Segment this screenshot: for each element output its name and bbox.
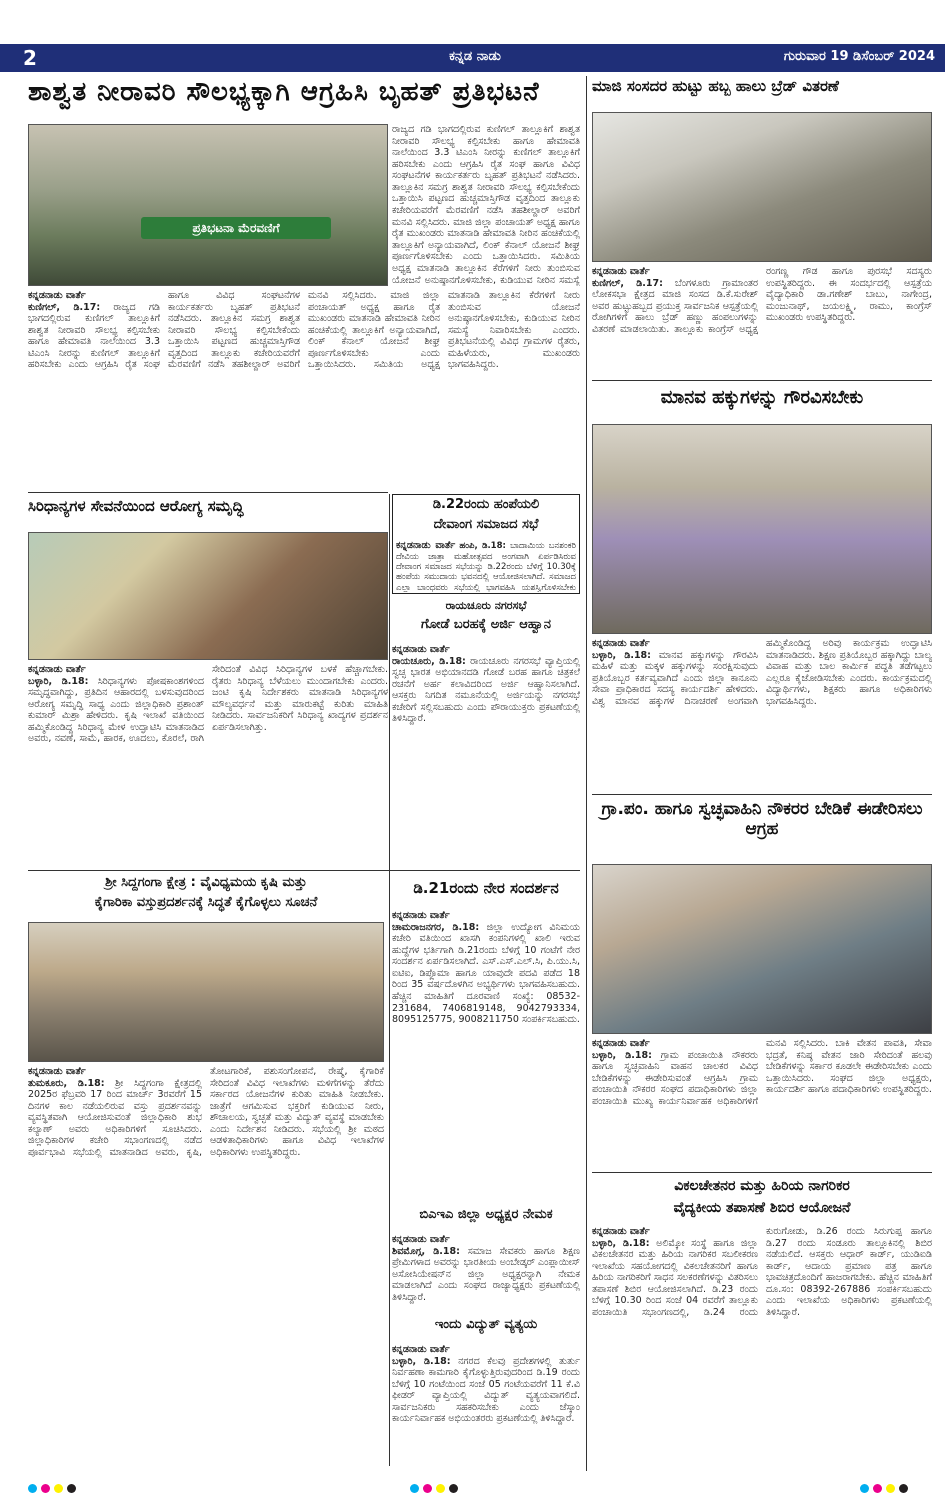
headline-disabled-camp-l1: ವಿಕಲಚೇತನರ ಮತ್ತು ಹಿರಿಯ ನಾಗರಿಕರ [674, 1178, 850, 1194]
photo-millet-fair-inauguration [28, 532, 388, 660]
registration-marks-right [860, 1478, 940, 1492]
article-text: ಬಾದಾಮಿಯ ಬನಶಂಕರಿ ದೇವಿಯ ಜಾತ್ರಾ ಮಹೋತ್ಸವದ ಅಂಗವಾಗಿ ಏರ್ಪಡಿಸಿರುವ ದೇವಾಂಗ ಸಮಾಜದ ಸಭೆಯನ್ನು ಡಿ.22ರಂದು ಬೆಳಿಗ್ಗೆ 10.30ಕ್ಕೆ ಹಂಪೆಯ ಸಮುದಾಯ ಭವನದಲ್ಲಿ ಆಯೋಜಿಸಲಾಗಿದೆ. ಸಮಾಜದ ಎಲ್ಲಾ ಬಾಂಧವರು ಸಭೆಯಲ್ಲಿ ಭಾಗವಹಿಸಿ ಯಶಸ್ವಿಗೊಳಿಸಬೇಕು [396, 541, 576, 592]
article-body-gp-workers [592, 1038, 932, 1168]
headline-devanga-meeting-l1: ಡಿ.22ರಂದು ಹಂಪೆಯಲಿ [432, 497, 540, 512]
divider [28, 870, 580, 871]
dateline: ಬಳ್ಳಾರಿ, ಡಿ.18: [592, 1049, 652, 1061]
dateline: ಚಾಮರಾಜನಗರ, ಡಿ.18: [392, 921, 480, 933]
headline-irrigation-protest: ಶಾಶ್ವತ ನೀರಾವರಿ ಸೌಲಭ್ಯಕ್ಕಾಗಿ ಆಗ್ರಹಿಸಿ ಬೃಹತ್ ಪ್ರತಿಭಟನೆ [28, 78, 540, 107]
dateline: ಬಳ್ಳಾರಿ, ಡಿ.18: [392, 1355, 451, 1367]
headline-birthday-distribution: ಮಾಜಿ ಸಂಸದರ ಹುಟ್ಟು ಹಬ್ಬ ಹಾಲು ಬ್ರೆಡ್ ವಿತರಣೆ [592, 78, 839, 95]
divider [592, 1172, 932, 1173]
photo-banner: ಪ್ರತಿಭಟನಾ ಮೆರವಣಿಗೆ [141, 217, 331, 239]
page-number: 2 [23, 46, 37, 70]
article-text: ಗ್ರಾಮ ಪಂಚಾಯಿತಿ ನೌಕರರು ಹಾಗೂ ಸ್ವಚ್ಛವಾಹಿನಿ ವಾಹನ ಚಾಲಕರ ವಿವಿಧ ಬೇಡಿಕೆಗಳನ್ನು ಈಡೇರಿಸುವಂತೆ ಆಗ್ರಹಿಸಿ ಗ್ರಾಮ ಪಂಚಾಯಿತಿ ನೌಕರರ ಸಂಘದ ಪದಾಧಿಕಾರಿಗಳು ಜಿಲ್ಲಾ ಪಂಚಾಯಿತಿ ಮುಖ್ಯ ಕಾರ್ಯನಿರ್ವಾಹಕ ಅಧಿಕಾರಿಗಳಿಗೆ ಮನವಿ ಸಲ್ಲಿಸಿದರು. ಬಾಕಿ ವೇತನ ಪಾವತಿ, ಸೇವಾ ಭದ್ರತೆ, ಕನಿಷ್ಠ ವೇತನ ಜಾರಿ ಸೇರಿದಂತೆ ಹಲವು ಬೇಡಿಕೆಗಳನ್ನು ಸರ್ಕಾರ ಕೂಡಲೇ ಈಡೇರಿಸಬೇಕು ಎಂದು ಒತ್ತಾಯಿಸಿದರು. ಸಂಘದ ಜಿಲ್ಲಾ ಅಧ್ಯಕ್ಷರು, ಕಾರ್ಯದರ್ಶಿ ಹಾಗೂ ಪದಾಧಿಕಾರಿಗಳು ಉಪಸ್ಥಿತರಿದ್ದರು. [592, 1038, 932, 1107]
photo-gp-workers-memo [592, 864, 932, 1034]
byline: ಕನ್ನಡನಾಡು ವಾರ್ತೆ [28, 290, 86, 301]
headline-human-rights: ಮಾನವ ಹಕ್ಕುಗಳನ್ನು ಗೌರವಿಸಬೇಕು [660, 388, 864, 408]
article-text: ಸಿರಿಧಾನ್ಯಗಳು ಪೋಷಕಾಂಶಗಳಿಂದ ಸಮೃದ್ಧವಾಗಿದ್ದು, ಪ್ರತಿದಿನ ಆಹಾರದಲ್ಲಿ ಬಳಸುವುದರಿಂದ ಆರೋಗ್ಯ ಸಮೃದ್ಧಿ ಸಾಧ್ಯ ಎಂದು ಜಿಲ್ಲಾಧಿಕಾರಿ ಪ್ರಶಾಂತ್ ಕುಮಾರ್ ಮಿಶ್ರಾ ಹೇಳಿದರು. ಕೃಷಿ ಇಲಾಖೆ ವತಿಯಿಂದ ಹಮ್ಮಿಕೊಂಡಿದ್ದ ಸಿರಿಧಾನ್ಯ ಮೇಳ ಉದ್ಘಾಟಿಸಿ ಮಾತನಾಡಿದ ಅವರು, ನವಣೆ, ಸಾಮೆ, ಹಾರಕ, ಊದಲು, ಕೊರಲೆ, ರಾಗಿ ಸೇರಿದಂತೆ ವಿವಿಧ ಸಿರಿಧಾನ್ಯಗಳ ಬಳಕೆ ಹೆಚ್ಚಾಗಬೇಕು. ರೈತರು ಸಿರಿಧಾನ್ಯ ಬೆಳೆಯಲು ಮುಂದಾಗಬೇಕು ಎಂದರು. ಜಂಟಿ ಕೃಷಿ ನಿರ್ದೇಶಕರು ಮಾತನಾಡಿ ಸಿರಿಧಾನ್ಯಗಳ ಮೌಲ್ಯವರ್ಧನೆ ಮತ್ತು ಮಾರುಕಟ್ಟೆ ಕುರಿತು ಮಾಹಿತಿ ನೀಡಿದರು. ಸಾರ್ವಜನಿಕರಿಗೆ ಸಿರಿಧಾನ್ಯ ಖಾದ್ಯಗಳ ಪ್ರದರ್ಶನ ಏರ್ಪಡಿಸಲಾಗಿತ್ತು. [28, 664, 388, 745]
photo-protest-rally [28, 124, 388, 286]
headline-siddaganga-l1: ಶ್ರೀ ಸಿದ್ದಗಂಗಾ ಕ್ಷೇತ್ರ : ವೈವಿಧ್ಯಮಯ ಕೃಷಿ ಮತ್ತು [105, 875, 307, 890]
byline: ಕನ್ನಡನಾಡು ವಾರ್ತೆ [592, 1038, 650, 1049]
headline-wall-painting-invite: ಗೋಡೆ ಬರಹಕ್ಕೆ ಅರ್ಜಿ ಆಹ್ವಾನ [420, 617, 552, 632]
article-body-interview [392, 910, 580, 1200]
byline: ಕನ್ನಡನಾಡು ವಾರ್ತೆ [392, 644, 450, 655]
article-text: ಜಿಲ್ಲಾ ಉದ್ಯೋಗ ವಿನಿಮಯ ಕಚೇರಿ ವತಿಯಿಂದ ಖಾಸಗಿ ಕಂಪನಿಗಳಲ್ಲಿ ಖಾಲಿ ಇರುವ ಹುದ್ದೆಗಳ ಭರ್ತಿಗಾಗಿ ಡಿ.21ರಂದು ಬೆಳಿಗ್ಗೆ 10 ಗಂಟೆಗೆ ನೇರ ಸಂದರ್ಶನ ಏರ್ಪಡಿಸಲಾಗಿದೆ. ಎಸ್.ಎಸ್.ಎಲ್.ಸಿ, ಪಿ.ಯು.ಸಿ, ಐಟಿಐ, ಡಿಪ್ಲೊಮಾ ಹಾಗೂ ಯಾವುದೇ ಪದವಿ ಪಡೆದ 18 ರಿಂದ 35 ವರ್ಷದೊಳಗಿನ ಅಭ್ಯರ್ಥಿಗಳು ಭಾಗವಹಿಸಬಹುದು. ಹೆಚ್ಚಿನ ಮಾಹಿತಿಗೆ ದೂರವಾಣಿ ಸಂಖ್ಯೆ: 08532-231684, 7406819148, 9042793334, 8095125775, 9008211750 ಸಂಪರ್ಕಿಸಬಹುದು. [392, 921, 580, 1026]
column-divider [586, 76, 587, 1471]
issue-date: ಗುರುವಾರ 19 ಡಿಸೆಂಬರ್ 2024 [783, 49, 935, 64]
byline: ಕನ್ನಡನಾಡು ವಾರ್ತೆ [28, 1066, 86, 1077]
headline-direct-interview: ಡಿ.21ರಂದು ನೇರ ಸಂದರ್ಶನ [413, 880, 559, 897]
dateline: ರಾಯಚೂರು, ಡಿ.18: [392, 655, 466, 667]
masthead: ಕನ್ನಡ ನಾಡು [449, 49, 501, 64]
byline: ಕನ್ನಡನಾಡು ವಾರ್ತೆ [396, 540, 456, 551]
article-body-irrigation-side [392, 124, 580, 286]
dateline: ಬಳ್ಳಾರಿ, ಡಿ.18: [592, 649, 651, 661]
dateline: ಶಿವಮೊಗ್ಗ, ಡಿ.18: [392, 1245, 460, 1257]
article-text: ನಗರದ ಕೆಲವು ಪ್ರದೇಶಗಳಲ್ಲಿ ತುರ್ತು ನಿರ್ವಹಣಾ ಕಾಮಗಾರಿ ಕೈಗೊಳ್ಳುತ್ತಿರುವುದರಿಂದ ಡಿ.19 ರಂದು ಬೆಳಿಗ್ಗೆ 10 ಗಂಟೆಯಿಂದ ಸಂಜೆ 05 ಗಂಟೆಯವರೆಗೆ 11 ಕೆ.ವಿ ಫೀಡರ್ ವ್ಯಾಪ್ತಿಯಲ್ಲಿ ವಿದ್ಯುತ್ ವ್ಯತ್ಯಯವಾಗಲಿದೆ. ಸಾರ್ವಜನಿಕರು ಸಹಕರಿಸಬೇಕು ಎಂದು ಜೆಸ್ಕಾಂ ಕಾರ್ಯನಿರ್ವಾಹಕ ಅಭಿಯಂತರರು ಪ್ರಕಟಣೆಯಲ್ಲಿ ತಿಳಿಸಿದ್ದಾರೆ. [392, 1355, 580, 1425]
article-body-irrigation [28, 290, 580, 490]
article-text: ರಾಜ್ಯದ ಗಡಿ ಭಾಗದಲ್ಲಿರುವ ಕುಣಿಗಲ್ ತಾಲ್ಲೂಕಿಗೆ ಶಾಶ್ವತ ನೀರಾವರಿ ಸೌಲಭ್ಯ ಕಲ್ಪಿಸಬೇಕು ಹಾಗೂ ಹೇಮಾವತಿ ನಾಲೆಯಿಂದ 3.3 ಟಿಎಂಸಿ ನೀರನ್ನು ಕುಣಿಗಲ್ ತಾಲ್ಲೂಕಿಗೆ ಹರಿಸಬೇಕು ಎಂದು ಆಗ್ರಹಿಸಿ ರೈತ ಸಂಘ ಹಾಗೂ ವಿವಿಧ ಸಂಘಟನೆಗಳ ಕಾರ್ಯಕರ್ತರು ಬೃಹತ್ ಪ್ರತಿಭಟನೆ ನಡೆಸಿದರು. ತಾಲ್ಲೂಕಿನ ಸಮಗ್ರ ಶಾಶ್ವತ ನೀರಾವರಿ ಸೌಲಭ್ಯ ಕಲ್ಪಿಸಬೇಕೆಂದು ಒತ್ತಾಯಿಸಿ ಪಟ್ಟಣದ ಹುಚ್ಚಮಾಸ್ತಿಗೌಡ ವೃತ್ತದಿಂದ ತಾಲ್ಲೂಕು ಕಚೇರಿಯವರೆಗೆ ಮೆರವಣಿಗೆ ನಡೆಸಿ ತಹಶೀಲ್ದಾರ್ ಅವರಿಗೆ ಮನವಿ ಸಲ್ಲಿಸಿದರು. ಮಾಜಿ ಜಿಲ್ಲಾ ಪಂಚಾಯತ್ ಅಧ್ಯಕ್ಷ ಹಾಗೂ ರೈತ ಮುಖಂಡರು ಮಾತನಾಡಿ ಹೇಮಾವತಿ ನೀರಿನ ಹಂಚಿಕೆಯಲ್ಲಿ ತಾಲ್ಲೂಕಿಗೆ ಅನ್ಯಾಯವಾಗಿದೆ, ಲಿಂಕ್ ಕೆನಾಲ್ ಯೋಜನೆ ಶೀಘ್ರ ಪೂರ್ಣಗೊಳಿಸಬೇಕು ಎಂದು ಒತ್ತಾಯಿಸಿದರು. ಸಮಿತಿಯ ಅಧ್ಯಕ್ಷ ಮಾತನಾಡಿ ತಾಲ್ಲೂಕಿನ ಕೆರೆಗಳಿಗೆ ನೀರು ತುಂಬಿಸುವ ಯೋಜನೆ ಅನುಷ್ಠಾನಗೊಳಿಸಬೇಕು, ಕುಡಿಯುವ ನೀರಿನ ಸಮಸ್ಯೆ [392, 124, 580, 286]
article-text: ಶ್ರೀ ಸಿದ್ದಗಂಗಾ ಕ್ಷೇತ್ರದಲ್ಲಿ 2025ರ ಫೆಬ್ರವರಿ 17 ರಿಂದ ಮಾರ್ಚ್ 3ರವರೆಗೆ 15 ದಿನಗಳ ಕಾಲ ನಡೆಯಲಿರುವ ವಸ್ತು ಪ್ರದರ್ಶನವನ್ನು ವ್ಯವಸ್ಥಿತವಾಗಿ ಆಯೋಜಿಸುವಂತೆ ಜಿಲ್ಲಾಧಿಕಾರಿ ಶುಭ ಕಲ್ಯಾಣ್ ಅವರು ಅಧಿಕಾರಿಗಳಿಗೆ ಸೂಚಿಸಿದರು. ಜಿಲ್ಲಾಧಿಕಾರಿಗಳ ಕಚೇರಿ ಸಭಾಂಗಣದಲ್ಲಿ ನಡೆದ ಪೂರ್ವಭಾವಿ ಸಭೆಯಲ್ಲಿ ಮಾತನಾಡಿದ ಅವರು, ಕೃಷಿ, ತೋಟಗಾರಿಕೆ, ಪಶುಸಂಗೋಪನೆ, ರೇಷ್ಮೆ, ಕೈಗಾರಿಕೆ ಸೇರಿದಂತೆ ವಿವಿಧ ಇಲಾಖೆಗಳು ಮಳಿಗೆಗಳನ್ನು ತೆರೆದು ಸರ್ಕಾರದ ಯೋಜನೆಗಳ ಕುರಿತು ಮಾಹಿತಿ ನೀಡಬೇಕು. ಜಾತ್ರೆಗೆ ಆಗಮಿಸುವ ಭಕ್ತರಿಗೆ ಕುಡಿಯುವ ನೀರು, ಶೌಚಾಲಯ, ಸ್ವಚ್ಛತೆ ಮತ್ತು ವಿದ್ಯುತ್ ವ್ಯವಸ್ಥೆ ಮಾಡಬೇಕು ಎಂದು ನಿರ್ದೇಶನ ನೀಡಿದರು. ಸಭೆಯಲ್ಲಿ ಶ್ರೀ ಮಠದ ಆಡಳಿತಾಧಿಕಾರಿಗಳು ಹಾಗೂ ವಿವಿಧ ಇಲಾಖೆಗಳ ಅಧಿಕಾರಿಗಳು ಉಪಸ್ಥಿತರಿದ್ದರು. [28, 1066, 384, 1159]
registration-marks-left [28, 1478, 148, 1492]
article-body-baea [392, 1234, 580, 1314]
article-body-birthday [592, 266, 932, 376]
byline: ಕನ್ನಡನಾಡು ವಾರ್ತೆ [392, 910, 450, 921]
article-body-millets [28, 664, 388, 864]
headline-disabled-camp-l2: ವೈದ್ಯಕೀಯ ತಪಾಸಣೆ ಶಿಬಿರ ಆಯೋಜನೆ [673, 1200, 851, 1216]
byline: ಕನ್ನಡನಾಡು ವಾರ್ತೆ [392, 1344, 450, 1355]
article-body-disabled-camp [592, 1226, 932, 1466]
photo-milk-bread-distribution [592, 112, 932, 262]
divider [592, 380, 932, 381]
article-body-devanga [396, 540, 576, 592]
article-text: ಸಮಾಜ ಸೇವಕರು ಹಾಗೂ ಶಿಕ್ಷಣ ಪ್ರೇಮಿಗಳಾದ ಅವರನ್ನು ಭಾರತೀಯ ಅಂಬೇಡ್ಕರ್ ಎಂಪ್ಲಾಯೀಸ್ ಅಸೋಸಿಯೇಷನ್‌ನ ಜಿಲ್ಲಾ ಅಧ್ಯಕ್ಷರನ್ನಾಗಿ ನೇಮಕ ಮಾಡಲಾಗಿದೆ ಎಂದು ಸಂಘದ ರಾಜ್ಯಾಧ್ಯಕ್ಷರು ಪ್ರಕಟಣೆಯಲ್ಲಿ ತಿಳಿಸಿದ್ದಾರೆ. [392, 1245, 580, 1303]
dateline: ಬಳ್ಳಾರಿ, ಡಿ.18: [28, 675, 89, 687]
divider [28, 492, 388, 493]
headline-gp-workers: ಗ್ರಾ.ಪಂ. ಹಾಗೂ ಸ್ವಚ್ಛವಾಹಿನಿ ನೌಕರರ ಬೇಡಿಕೆ ಈಡೇರಿಸಲು ಆಗ್ರಹ [601, 799, 923, 839]
photo-dc-meeting [28, 922, 384, 1062]
article-body-siddaganga [28, 1066, 384, 1466]
article-text: ರಾಜ್ಯದ ಗಡಿ ಭಾಗದಲ್ಲಿರುವ ಕುಣಿಗಲ್ ತಾಲ್ಲೂಕಿಗೆ ಶಾಶ್ವತ ನೀರಾವರಿ ಸೌಲಭ್ಯ ಕಲ್ಪಿಸಬೇಕು ಹಾಗೂ ಹೇಮಾವತಿ ನಾಲೆಯಿಂದ 3.3 ಟಿಎಂಸಿ ನೀರನ್ನು ಕುಣಿಗಲ್ ತಾಲ್ಲೂಕಿಗೆ ಹರಿಸಬೇಕು ಎಂದು ಆಗ್ರಹಿಸಿ ರೈತ ಸಂಘ ಹಾಗೂ ವಿವಿಧ ಸಂಘಟನೆಗಳ ಕಾರ್ಯಕರ್ತರು ಬೃಹತ್ ಪ್ರತಿಭಟನೆ ನಡೆಸಿದರು. ತಾಲ್ಲೂಕಿನ ಸಮಗ್ರ ಶಾಶ್ವತ ನೀರಾವರಿ ಸೌಲಭ್ಯ ಕಲ್ಪಿಸಬೇಕೆಂದು ಒತ್ತಾಯಿಸಿ ಪಟ್ಟಣದ ಹುಚ್ಚಮಾಸ್ತಿಗೌಡ ವೃತ್ತದಿಂದ ತಾಲ್ಲೂಕು ಕಚೇರಿಯವರೆಗೆ ಮೆರವಣಿಗೆ ನಡೆಸಿ ತಹಶೀಲ್ದಾರ್ ಅವರಿಗೆ ಮನವಿ ಸಲ್ಲಿಸಿದರು. ಮಾಜಿ ಜಿಲ್ಲಾ ಪಂಚಾಯತ್ ಅಧ್ಯಕ್ಷ ಹಾಗೂ ರೈತ ಮುಖಂಡರು ಮಾತನಾಡಿ ಹೇಮಾವತಿ ನೀರಿನ ಹಂಚಿಕೆಯಲ್ಲಿ ತಾಲ್ಲೂಕಿಗೆ ಅನ್ಯಾಯವಾಗಿದೆ, ಲಿಂಕ್ ಕೆನಾಲ್ ಯೋಜನೆ ಶೀಘ್ರ ಪೂರ್ಣಗೊಳಿಸಬೇಕು ಎಂದು ಒತ್ತಾಯಿಸಿದರು. ಸಮಿತಿಯ ಅಧ್ಯಕ್ಷ ಮಾತನಾಡಿ ತಾಲ್ಲೂಕಿನ ಕೆರೆಗಳಿಗೆ ನೀರು ತುಂಬಿಸುವ ಯೋಜನೆ ಅನುಷ್ಠಾನಗೊಳಿಸಬೇಕು, ಕುಡಿಯುವ ನೀರಿನ ಸಮಸ್ಯೆ ನಿವಾರಿಸಬೇಕು ಎಂದರು. ಪ್ರತಿಭಟನೆಯಲ್ಲಿ ವಿವಿಧ ಗ್ರಾಮಗಳ ರೈತರು, ಮಹಿಳೆಯರು, ಮುಖಂಡರು ಭಾಗವಹಿಸಿದ್ದರು. [28, 290, 580, 371]
headline-baea-president: ಬಿಎಇಎ ಜಿಲ್ಲಾ ಅಧ್ಯಕ್ಷರ ನೇಮಕ [419, 1208, 553, 1222]
article-text: ಬೆಂಗಳೂರು ಗ್ರಾಮಾಂತರ ಲೋಕಸಭಾ ಕ್ಷೇತ್ರದ ಮಾಜಿ ಸಂಸದ ಡಿ.ಕೆ.ಸುರೇಶ್ ಅವರ ಹುಟ್ಟುಹಬ್ಬದ ಪ್ರಯುಕ್ತ ಸಾರ್ವಜನಿಕ ಆಸ್ಪತ್ರೆಯಲ್ಲಿ ರೋಗಿಗಳಿಗೆ ಹಾಲು ಬ್ರೆಡ್ ಹಣ್ಣು ಹಂಪಲುಗಳನ್ನು ವಿತರಣೆ ಮಾಡಲಾಯಿತು. ತಾಲ್ಲೂಕು ಕಾಂಗ್ರೆಸ್ ಅಧ್ಯಕ್ಷ ರಂಗಣ್ಣ ಗೌಡ ಹಾಗೂ ಪುರಸಭೆ ಸದಸ್ಯರು ಉಪಸ್ಥಿತರಿದ್ದರು. ಈ ಸಂದರ್ಭದಲ್ಲಿ ಆಸ್ಪತ್ರೆಯ ವೈದ್ಯಾಧಿಕಾರಿ ಡಾ.ಗಣೇಶ್ ಬಾಬು, ನಾಗೇಂದ್ರ, ಮಂಜುನಾಥ್, ಜಯಲಕ್ಷ್ಮಿ, ರಾಮು, ಕಾಂಗ್ರೆಸ್ ಮುಖಂಡರು ಉಪಸ್ಥಿತರಿದ್ದರು. [592, 266, 932, 335]
article-body-raichur [392, 644, 580, 864]
article-body-human-rights [592, 638, 932, 790]
dateline: ಹಂಪಿ, ಡಿ.18: [459, 541, 506, 551]
headline-power-outage: ಇಂದು ವಿದ್ಯುತ್ ವ್ಯತ್ಯಯ [434, 1318, 538, 1332]
headline-millets-health: ಸಿರಿಧಾನ್ಯಗಳ ಸೇವನೆಯಿಂದ ಆರೋಗ್ಯ ಸಮೃದ್ಧಿ [28, 498, 244, 515]
dateline: ತುಮಕೂರು, ಡಿ.18: [28, 1077, 105, 1089]
headline-devanga-meeting-l2: ದೇವಾಂಗ ಸಮಾಜದ ಸಭೆ [433, 517, 539, 532]
column-divider [389, 494, 390, 1466]
photo-human-rights-students [592, 424, 932, 634]
headline-siddaganga-l2: ಕೈಗಾರಿಕಾ ವಸ್ತುಪ್ರದರ್ಶನಕ್ಕೆ ಸಿದ್ಧತೆ ಕೈಗೊಳ್ಳಲು ಸೂಚನೆ [94, 895, 318, 910]
article-text: ಅಲಿಮ್ಕೋ ಸಂಸ್ಥೆ ಹಾಗೂ ಜಿಲ್ಲಾ ವಿಕಲಚೇತನರ ಮತ್ತು ಹಿರಿಯ ನಾಗರಿಕರ ಸಬಲೀಕರಣ ಇಲಾಖೆಯ ಸಹಯೋಗದಲ್ಲಿ ವಿಕಲಚೇತನರಿಗೆ ಹಾಗೂ ಹಿರಿಯ ನಾಗರಿಕರಿಗೆ ಸಾಧನ ಸಲಕರಣೆಗಳನ್ನು ವಿತರಿಸಲು ತಪಾಸಣೆ ಶಿಬಿರ ಆಯೋಜಿಸಲಾಗಿದೆ. ಡಿ.23 ರಂದು ಬೆಳಿಗ್ಗೆ 10.30 ರಿಂದ ಸಂಜೆ 04 ರವರೆಗೆ ತಾಲ್ಲೂಕು ಪಂಚಾಯಿತಿ ಸಭಾಂಗಣದಲ್ಲಿ, ಡಿ.24 ರಂದು ಕುರುಗೋಡು, ಡಿ.26 ರಂದು ಸಿರುಗುಪ್ಪ ಹಾಗೂ ಡಿ.27 ರಂದು ಸಂಡೂರು ತಾಲ್ಲೂಕಿನಲ್ಲಿ ಶಿಬಿರ ನಡೆಯಲಿದೆ. ಆಸಕ್ತರು ಆಧಾರ್ ಕಾರ್ಡ್, ಯುಡಿಐಡಿ ಕಾರ್ಡ್, ಆದಾಯ ಪ್ರಮಾಣ ಪತ್ರ ಹಾಗೂ ಭಾವಚಿತ್ರದೊಂದಿಗೆ ಹಾಜರಾಗಬೇಕು. ಹೆಚ್ಚಿನ ಮಾಹಿತಿಗೆ ದೂ.ಸಂ: 08392-267886 ಸಂಪರ್ಕಿಸಬಹುದು ಎಂದು ಇಲಾಖೆಯ ಅಧಿಕಾರಿಗಳು ಪ್ರಕಟಣೆಯಲ್ಲಿ ತಿಳಿಸಿದ್ದಾರೆ. [592, 1226, 932, 1319]
byline: ಕನ್ನಡನಾಡು ವಾರ್ತೆ [28, 664, 86, 675]
byline: ಕನ್ನಡನಾಡು ವಾರ್ತೆ [392, 1234, 450, 1245]
article-body-power-outage [392, 1344, 580, 1466]
byline: ಕನ್ನಡನಾಡು ವಾರ್ತೆ [592, 1226, 650, 1237]
dateline: ಕುಣಿಗಲ್, ಡಿ.17: [592, 277, 663, 289]
article-text: ರಾಯಚೂರು ನಗರಸಭೆ ವ್ಯಾಪ್ತಿಯಲ್ಲಿ ಸ್ವಚ್ಛ ಭಾರತ ಅಭಿಯಾನದಡಿ ಗೋಡೆ ಬರಹ ಹಾಗೂ ಚಿತ್ರಕಲೆ ರಚನೆಗೆ ಅರ್ಹ ಕಲಾವಿದರಿಂದ ಅರ್ಜಿ ಆಹ್ವಾನಿಸಲಾಗಿದೆ. ಆಸಕ್ತರು ನಿಗದಿತ ನಮೂನೆಯಲ್ಲಿ ಅರ್ಜಿಯನ್ನು ನಗರಸಭೆ ಕಚೇರಿಗೆ ಸಲ್ಲಿಸಬಹುದು ಎಂದು ಪೌರಾಯುಕ್ತರು ಪ್ರಕಟಣೆಯಲ್ಲಿ ತಿಳಿಸಿದ್ದಾರೆ. [392, 655, 580, 725]
registration-marks-center [410, 1478, 530, 1492]
divider [592, 794, 932, 795]
headline-raichur-council: ರಾಯಚೂರು ನಗರಸಭೆ [445, 599, 527, 612]
byline: ಕನ್ನಡನಾಡು ವಾರ್ತೆ [592, 266, 650, 277]
dateline: ಕುಣಿಗಲ್, ಡಿ.17: [28, 301, 101, 313]
article-text: ಮಾನವ ಹಕ್ಕುಗಳನ್ನು ಗೌರವಿಸಿ ಮಹಿಳೆ ಮತ್ತು ಮಕ್ಕಳ ಹಕ್ಕುಗಳನ್ನು ಸಂರಕ್ಷಿಸುವುದು ಪ್ರತಿಯೊಬ್ಬರ ಕರ್ತವ್ಯವಾಗಿದೆ ಎಂದು ಜಿಲ್ಲಾ ಕಾನೂನು ಸೇವಾ ಪ್ರಾಧಿಕಾರದ ಸದಸ್ಯ ಕಾರ್ಯದರ್ಶಿ ಹೇಳಿದರು. ವಿಶ್ವ ಮಾನವ ಹಕ್ಕುಗಳ ದಿನಾಚರಣೆ ಅಂಗವಾಗಿ ಹಮ್ಮಿಕೊಂಡಿದ್ದ ಅರಿವು ಕಾರ್ಯಕ್ರಮ ಉದ್ಘಾಟಿಸಿ ಮಾತನಾಡಿದರು. ಶಿಕ್ಷಣ ಪ್ರತಿಯೊಬ್ಬರ ಹಕ್ಕಾಗಿದ್ದು ಬಾಲ್ಯ ವಿವಾಹ ಮತ್ತು ಬಾಲ ಕಾರ್ಮಿಕ ಪದ್ಧತಿ ತಡೆಗಟ್ಟಲು ಎಲ್ಲರೂ ಕೈಜೋಡಿಸಬೇಕು ಎಂದರು. ಕಾರ್ಯಕ್ರಮದಲ್ಲಿ ವಿದ್ಯಾರ್ಥಿಗಳು, ಶಿಕ್ಷಕರು ಹಾಗೂ ಅಧಿಕಾರಿಗಳು ಭಾಗವಹಿಸಿದ್ದರು. [592, 638, 932, 707]
dateline: ಬಳ್ಳಾರಿ, ಡಿ.18: [592, 1237, 650, 1249]
byline: ಕನ್ನಡನಾಡು ವಾರ್ತೆ [592, 638, 650, 649]
